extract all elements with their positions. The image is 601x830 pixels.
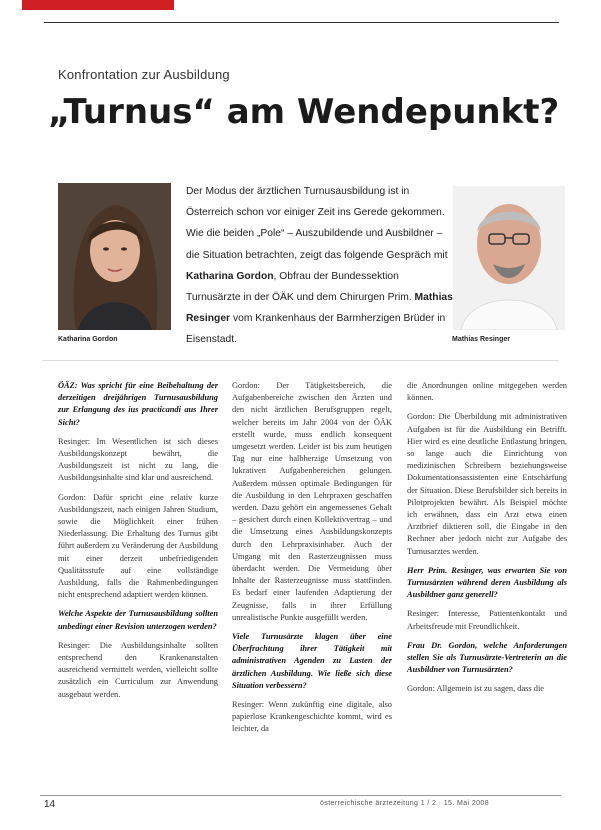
intro-text-2: , Obfrau der Bundessektion Turnusärzte in der ÖÄK und dem Chirurgen Prim. [186, 270, 415, 304]
page-number: 14 [44, 799, 56, 810]
article-title: „Turnus“ am Wendepunkt? [48, 92, 560, 132]
header-band [0, 0, 601, 56]
intro-text-3: vom Krankenhaus der Barmherzigen Brüder in Eisenstadt. [186, 313, 446, 346]
answer-paragraph: die Anordnungen online mitgegeben werden können. [407, 381, 567, 403]
red-accent-strip [22, 0, 174, 10]
intro-name-1: Katharina Gordon [186, 270, 274, 282]
article-column-2 [232, 380, 392, 743]
answer-paragraph: Resinger: Wenn zukünftig eine digitale, also papierlose Krankengeschichte kommt, wird es leichter, da [232, 700, 392, 734]
question-paragraph: Frau Dr. Gordon, welche Anforderungen stellen Sie als Turnusärzte-Vertreterin an die Ausbildner von Turnusärzten? [407, 640, 567, 675]
question-paragraph: Herr Prim. Resinger, was erwarten Sie von Turnusärzten während deren Ausbildung als Ausbildner ganz generell? [407, 565, 567, 600]
question-paragraph: Viele Turnusärzte klagen über eine Überfrachtung ihrer Tätigkeit mit administrativen Agenden zu Lasten der ärztlichen Ausbildung. Wie ließe sich diese Situation verbessern? [232, 632, 392, 690]
portrait-woman-image [58, 183, 171, 330]
section-label: Konfrontation zur Ausbildung [58, 67, 230, 82]
article-column-3 [407, 380, 567, 703]
answer-paragraph: Resinger: Im Wesentlichen ist sich dieses Ausbildungskonzept bewährt, die Ausbildungszeit ist nicht zu lang, die Ausbildungsinhalte sind klar und ausreichend. [58, 436, 218, 483]
answer-paragraph: Resinger: Die Ausbildungsinhalte sollten entsprechend den Krankenanstalten ausreichend vermittelt werden, vielleicht sollte zusätzlich ein Curriculum zur Anwendung ausgebaut werden. [58, 640, 218, 699]
answer-paragraph: Gordon: Dafür spricht eine relativ kurze Ausbildungszeit, nach einigen Jahren Studium, sowie die Möglichkeit einer frühen Niederlassung. Die Erhaltung des Turnus gibt führt außerdem zu Veränderung der Ausbildung mit einer derzeit unbefriedigenden Qualitätsstufe auf eine vollständige Ausbildung, falls die Rahmenbedingungen nicht entsprechend adaptiert werden können. [58, 492, 218, 600]
article-column-1 [58, 380, 218, 708]
intro-name-2: Mathias Resinger [186, 292, 453, 325]
answer-paragraph: Gordon: Der Tätigkeitsbereich, die Aufgabenbereiche zwischen den Ärzten und den nicht ärztlichen Berufsgruppen regelt, welcher bereits im Jahr 2004 von der ÖÄK erstellt wurde, muss endlich konsequent umgesetzt werden. Leider ist bis zum heutigen Tag nur eine halbherzige Umsetzung von lukrativen Aufgabenbereichen gelungen. Außerdem müssen optimale Bedingungen für die Ausbildung in den Lehrpraxen geschaffen werden. Dazu gehört ein angemessenes Gehalt – gesichert durch einen Kollektivvertrag – und die Umsetzung eines Ausbildungskonzepts durch den Lehrpraxisinhaber. Auch der Umgang mit den Rasterzeugnissen muss überdacht werden. Die Vermeidung über Inhalte der Rasterzeugnisse muss stattfinden. Es bedarf einer laufenden Adaptierung der Zeugnisse, falls in ihrer Erfüllung unrealistische Punkte ausgefüllt werden. [232, 381, 392, 622]
caption-right: Mathias Resinger [452, 336, 510, 343]
portrait-man-image [453, 186, 565, 330]
question-paragraph: ÖÄZ: Was spricht für eine Beibehaltung der derzeitigen dreijährigen Turnusausbildung zur Erlangung des ius practicandi aus Ihrer Sicht? [58, 381, 218, 427]
intro-paragraph [186, 181, 454, 351]
photo-mathias-resinger [453, 186, 565, 330]
photo-katharina-gordon [58, 183, 171, 330]
intro-text-1: Der Modus der ärztlichen Turnusausbildung ist in Österreich schon vor einiger Zeit ins Gerede gekommen. Wie die beiden „Pole“ – Auszubildende und Ausbildner – die Situation betrachten, zeigt das folgende Gespräch mit [186, 186, 448, 261]
journal-footer: österreichische ärztezeitung 1 / 2 · 15. Mai 2008 [320, 800, 490, 807]
answer-paragraph: Gordon: Die Überbildung mit administrativen Aufgaben ist für die Ausbildung ein Betrifft. Hier wird es eine deutliche Entlastung bringen, so lange auch die Einrichtung von medizinischen Schreibern beziehungsweise Dokumentationsassistenten eine Entschärfung der Situation. Diese Berufsbilder sich bereits in Pilotprojekten bewährt. Als Beispiel möchte ich erwähnen, dass ein Arzt etwa einen Arztbrief diktieren soll, die Eingabe in den Rechner aber jedoch nicht zur Aufgabe des Turnusarztes werden. [407, 412, 567, 556]
header-rule [44, 22, 559, 23]
caption-left: Katharina Gordon [58, 336, 118, 343]
section-separator [42, 360, 559, 361]
question-paragraph: Welche Aspekte der Turnusausbildung sollten unbedingt einer Revision unterzogen werden? [58, 609, 218, 631]
answer-paragraph: Resinger: Interesse, Patientenkontakt und Arbeitsfreude mit Freundlichkeit. [407, 609, 567, 631]
footer-rule [40, 795, 561, 796]
answer-paragraph: Gordon: Allgemein ist zu sagen, dass die [407, 684, 545, 694]
